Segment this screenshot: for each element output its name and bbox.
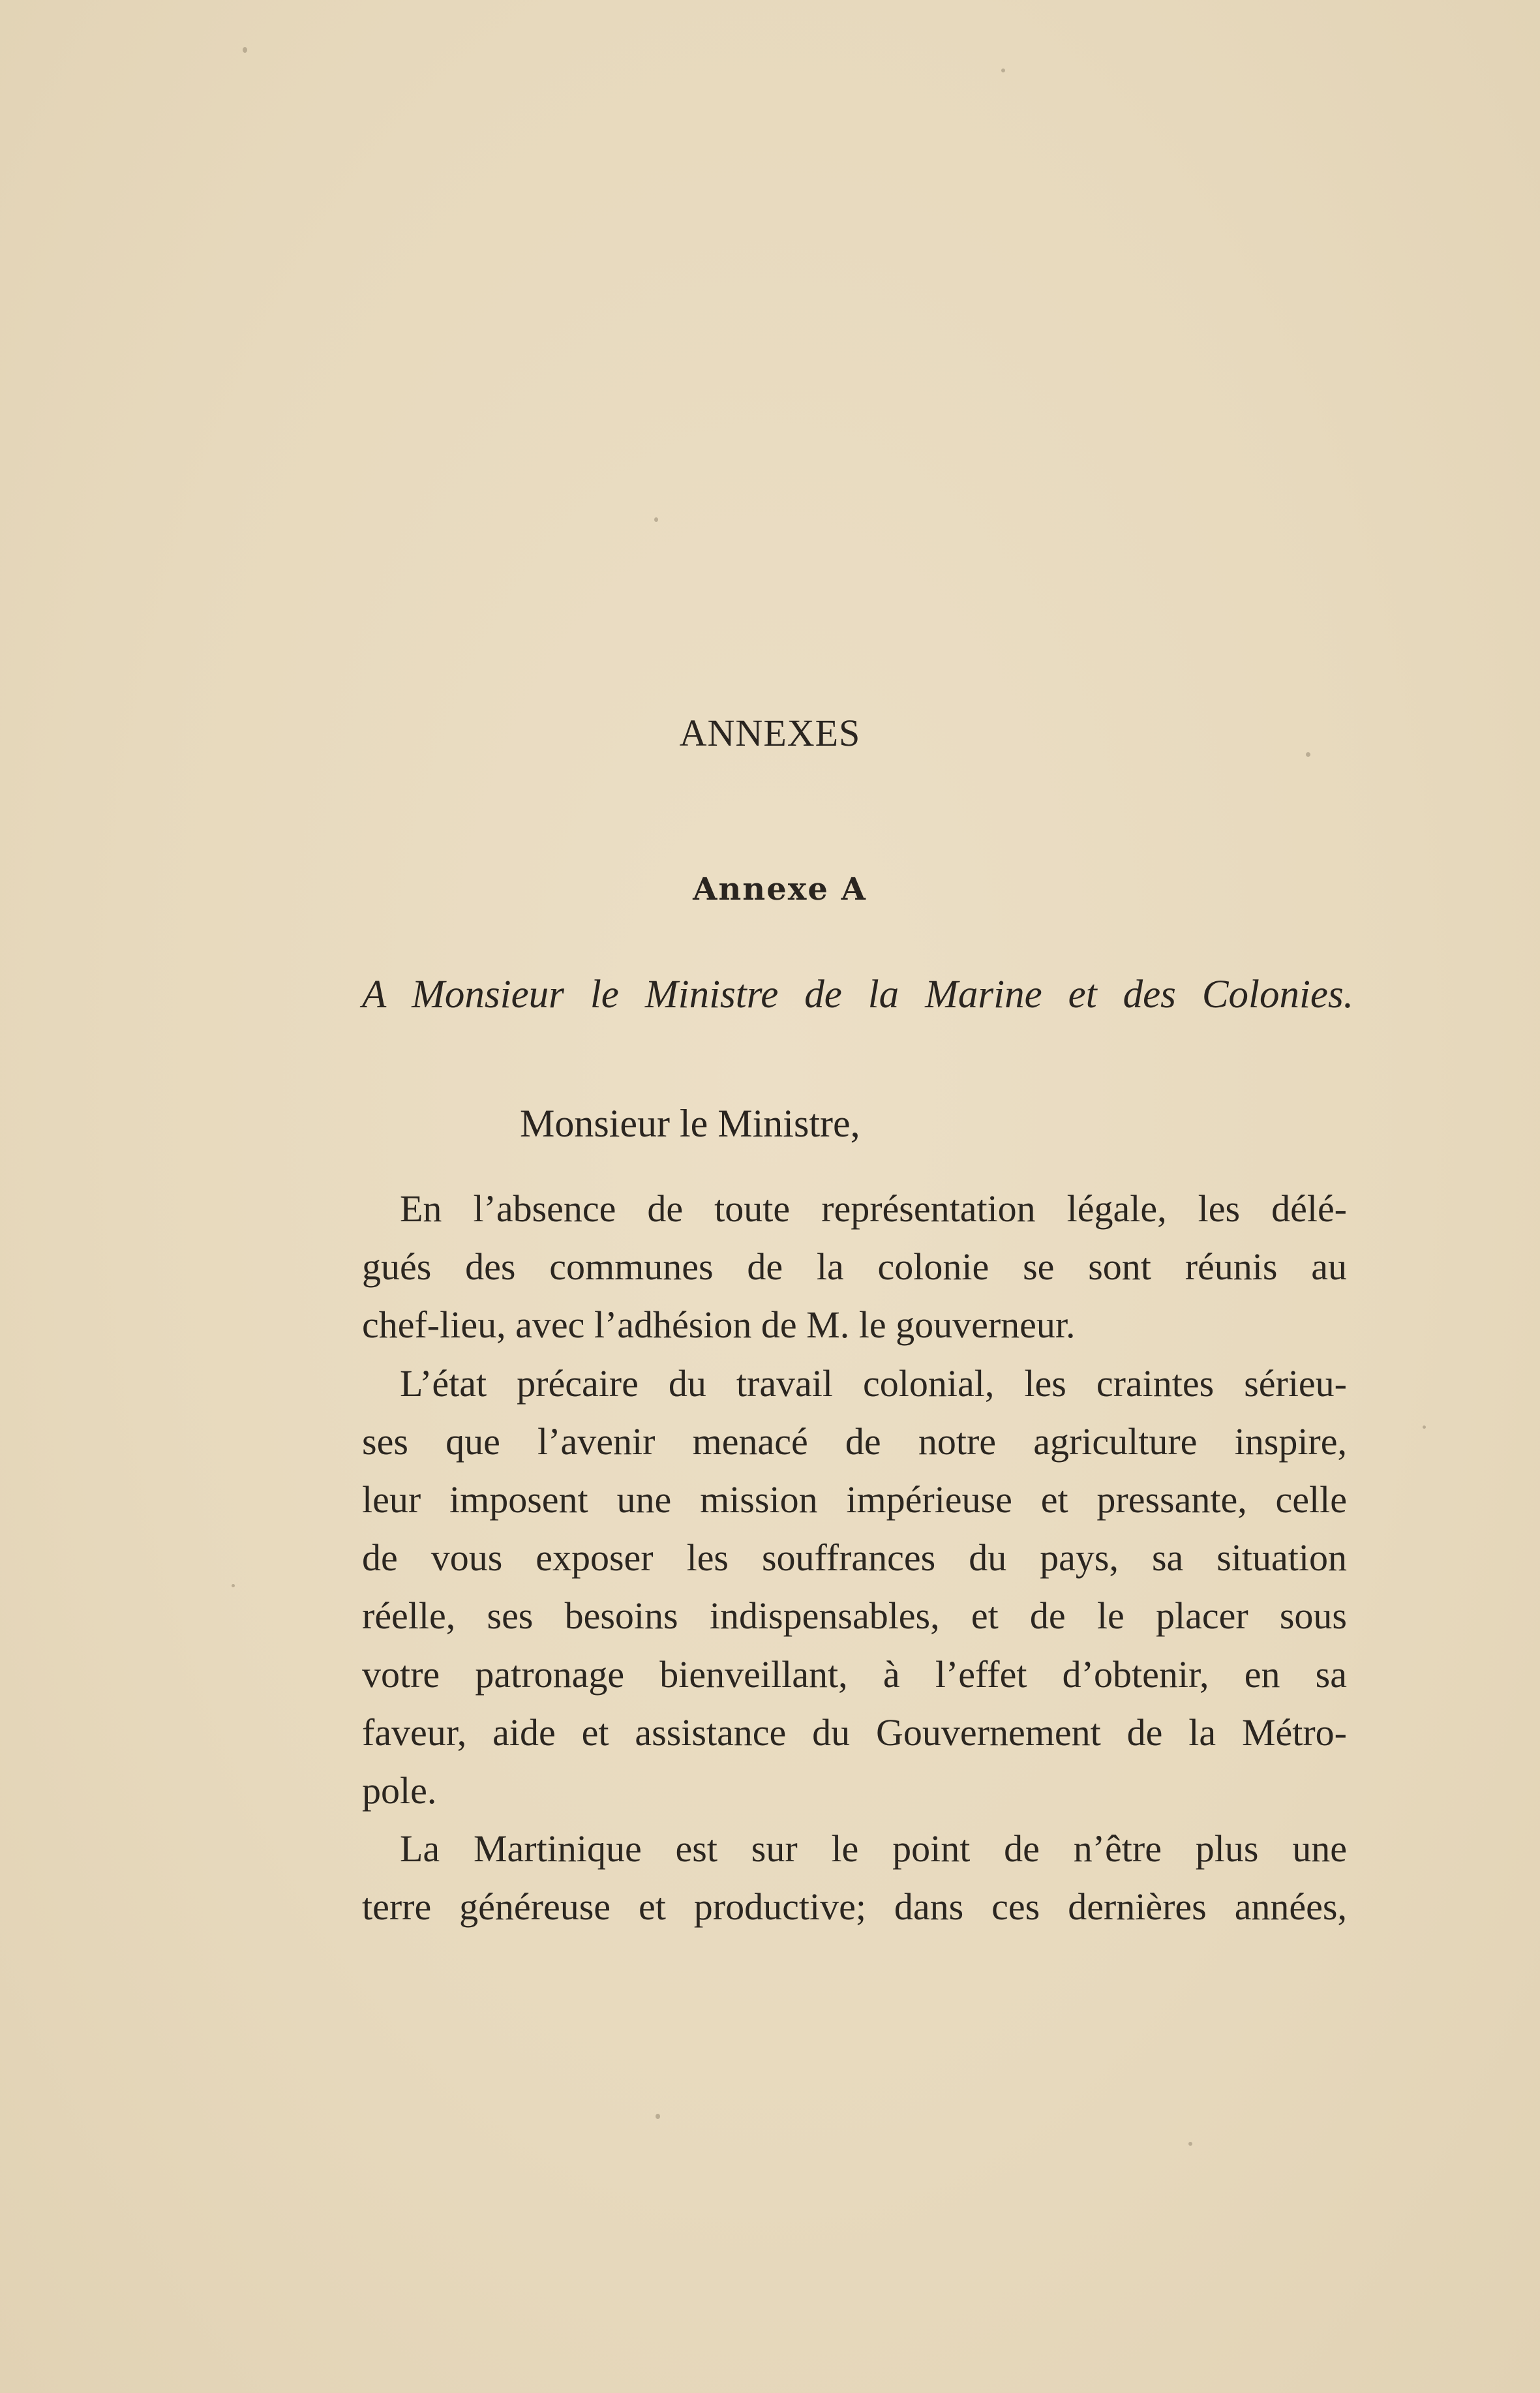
paper-speck	[654, 517, 658, 522]
paper-speck	[656, 2114, 660, 2119]
text-line: gués des communes de la colonie se sont réunis au	[362, 1245, 1347, 1288]
paper-speck	[1188, 2142, 1192, 2146]
text-line: faveur, aide et assistance du Gouvernement de la Métro-	[362, 1711, 1347, 1754]
text-line: réelle, ses besoins indispensables, et de le placer sous	[362, 1594, 1347, 1638]
text-line: terre généreuse et productive; dans ces dernières années,	[362, 1885, 1347, 1928]
paper-speck	[1423, 1425, 1426, 1429]
text-line: ses que l’avenir menacé de notre agriculture inspire,	[362, 1420, 1347, 1463]
paper-speck	[232, 1584, 235, 1587]
text-line: chef-lieu, avec l’adhésion de M. le gouverneur.	[362, 1303, 1076, 1347]
salutation: Monsieur le Ministre,	[520, 1102, 860, 1145]
text-line: La Martinique est sur le point de n’être plus une	[400, 1827, 1347, 1870]
text-line: votre patronage bienveillant, à l’effet d’obtenir, en sa	[362, 1653, 1347, 1696]
text-line: En l’absence de toute représentation légale, les délé-	[400, 1187, 1347, 1230]
addressee-line: A Monsieur le Ministre de la Marine et des Colonies.	[362, 973, 1353, 1016]
paper-speck	[243, 47, 247, 53]
annex-heading: Annexe A	[693, 871, 867, 907]
text-line: pole.	[362, 1769, 437, 1812]
page-title: ANNEXES	[679, 712, 861, 754]
letter-body	[362, 1180, 1347, 1936]
paper-speck	[1001, 69, 1005, 72]
text-line: leur imposent une mission impérieuse et pressante, celle	[362, 1478, 1347, 1521]
text-line: de vous exposer les souffrances du pays, sa situation	[362, 1536, 1347, 1579]
text-line: L’état précaire du travail colonial, les craintes sérieu-	[400, 1362, 1347, 1405]
